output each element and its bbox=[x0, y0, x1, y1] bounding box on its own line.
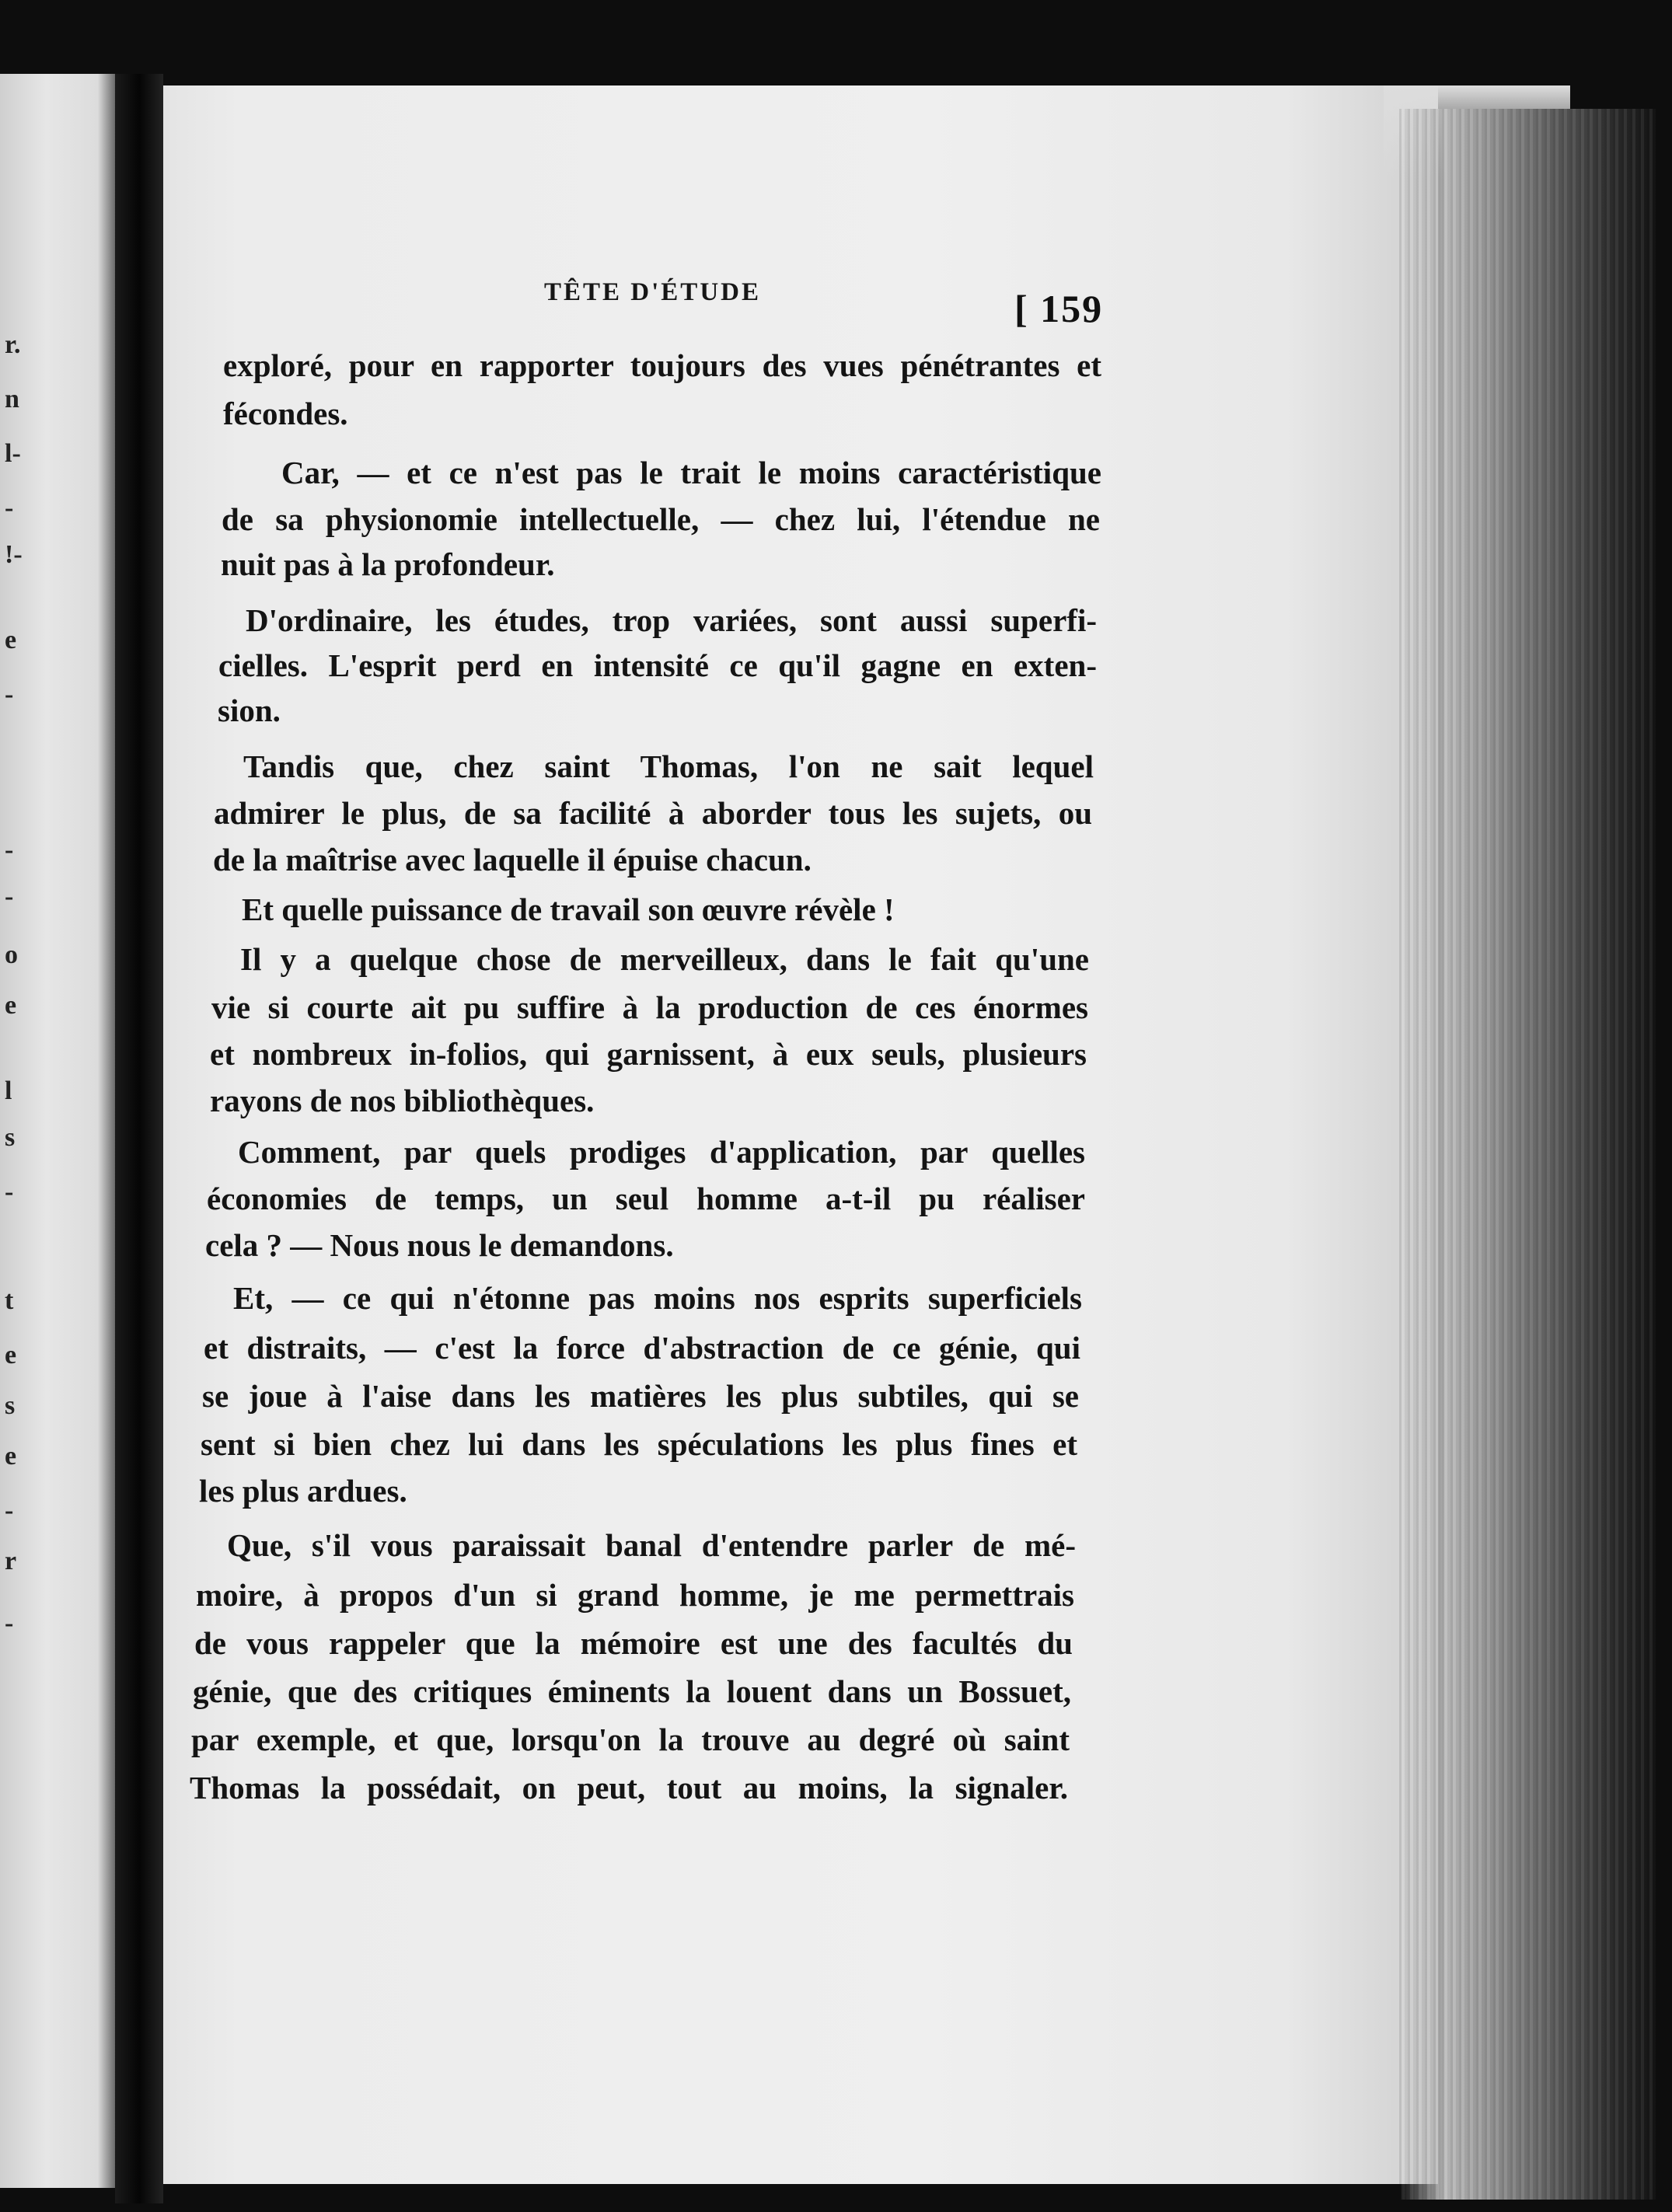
text-line: sion. bbox=[218, 693, 281, 728]
left-margin-mark: s bbox=[5, 1391, 16, 1420]
left-margin-mark: l- bbox=[5, 439, 21, 468]
text-line: sent si bien chez lui dans les spéculations les plus fines et bbox=[201, 1426, 1077, 1462]
text-line: par exemple, et que, lorsqu'on la trouve au degré où saint bbox=[191, 1722, 1070, 1757]
text-line: Et quelle puissance de travail son œuvre révèle ! bbox=[242, 891, 895, 927]
text-line: Tandis que, chez saint Thomas, l'on ne sait lequel bbox=[243, 748, 1094, 784]
text-line: cielles. L'esprit perd en intensité ce qu'il gagne en exten- bbox=[218, 647, 1097, 683]
left-margin-mark: n bbox=[5, 385, 19, 413]
left-margin-mark: l bbox=[5, 1076, 12, 1105]
text-line: moire, à propos d'un si grand homme, je me permettrais bbox=[196, 1577, 1074, 1613]
text-line: Et, — ce qui n'étonne pas moins nos esprits superficiels bbox=[233, 1280, 1082, 1316]
left-margin-mark: - bbox=[5, 494, 14, 522]
text-line: rayons de nos bibliothèques. bbox=[210, 1083, 595, 1118]
text-line: cela ? — Nous nous le demandons. bbox=[205, 1227, 674, 1263]
left-margin-mark: e bbox=[5, 626, 17, 654]
text-line: Car, — et ce n'est pas le trait le moins caractéristique bbox=[281, 455, 1101, 490]
left-margin-mark: t bbox=[5, 1286, 14, 1315]
text-line: Il y a quelque chose de merveilleux, dans le fait qu'une bbox=[240, 941, 1089, 977]
left-margin-mark: - bbox=[5, 882, 14, 911]
text-line: et nombreux in-folios, qui garnissent, à eux seuls, plusieurs bbox=[210, 1036, 1087, 1072]
left-margin-mark: r. bbox=[5, 330, 21, 359]
text-line: vie si courte ait pu suffire à la production de ces énormes bbox=[211, 989, 1088, 1025]
text-line: de la maîtrise avec laquelle il épuise chacun. bbox=[213, 842, 812, 877]
left-margin-mark: e bbox=[5, 991, 17, 1020]
text-line: se joue à l'aise dans les matières les plus subtiles, qui se bbox=[202, 1378, 1079, 1414]
text-line: et distraits, — c'est la force d'abstraction de ce génie, qui bbox=[204, 1330, 1080, 1366]
page-number: [ 159 bbox=[1014, 287, 1104, 330]
text-line: génie, que des critiques éminents la louent dans un Bossuet, bbox=[193, 1673, 1071, 1709]
text-line: nuit pas à la profondeur. bbox=[221, 546, 555, 582]
text-line: admirer le plus, de sa facilité à aborder tous les sujets, ou bbox=[214, 795, 1092, 831]
left-margin-mark: !- bbox=[5, 540, 23, 569]
text-line: les plus ardues. bbox=[199, 1473, 407, 1509]
left-margin-mark: - bbox=[5, 1496, 14, 1525]
text-line: exploré, pour en rapporter toujours des vues pénétrantes et bbox=[223, 347, 1101, 383]
running-head: TÊTE D'ÉTUDE bbox=[544, 278, 761, 306]
left-margin-mark: s bbox=[5, 1123, 16, 1152]
left-margin-mark: - bbox=[5, 836, 14, 864]
left-margin-mark: e bbox=[5, 1341, 17, 1369]
text-line: de sa physionomie intellectuelle, — chez lui, l'étendue ne bbox=[222, 501, 1100, 537]
text-line: D'ordinaire, les études, trop variées, sont aussi superfi- bbox=[246, 602, 1097, 638]
text-line: Comment, par quels prodiges d'application, par quelles bbox=[238, 1134, 1085, 1170]
left-margin-mark: - bbox=[5, 680, 14, 709]
text-line: Thomas la possédait, on peut, tout au moins, la signaler. bbox=[190, 1770, 1068, 1806]
text-line: fécondes. bbox=[223, 396, 348, 431]
left-margin-mark: r bbox=[5, 1547, 17, 1575]
text-line: de vous rappeler que la mémoire est une des facultés du bbox=[194, 1625, 1073, 1661]
left-margin-mark: - bbox=[5, 1609, 14, 1638]
left-margin-mark: o bbox=[5, 940, 18, 969]
left-margin-mark: - bbox=[5, 1178, 14, 1206]
text-line: économies de temps, un seul homme a-t-il pu réaliser bbox=[207, 1181, 1085, 1216]
text-line: Que, s'il vous paraissait banal d'entendre parler de mé- bbox=[227, 1527, 1076, 1563]
left-margin-mark: e bbox=[5, 1442, 17, 1471]
